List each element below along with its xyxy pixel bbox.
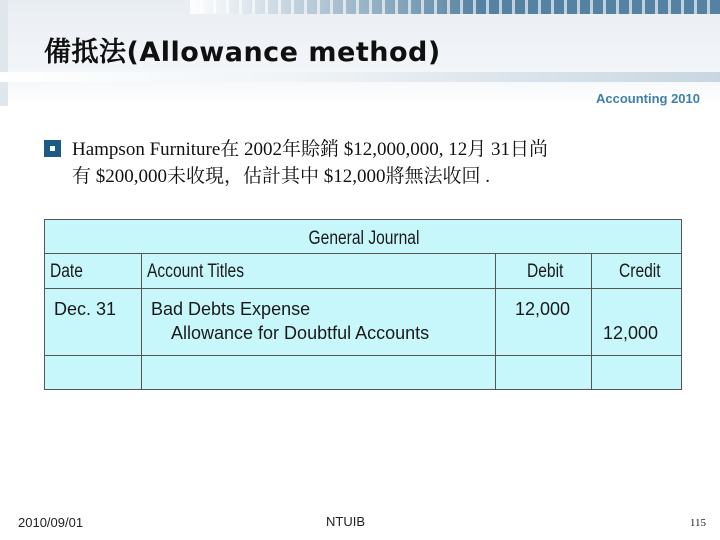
table-rule [141, 253, 142, 389]
general-journal-table [44, 219, 682, 390]
entry-debit-amount: 12,000 [515, 299, 571, 319]
header-credit: Credit [619, 261, 661, 282]
square-bullet-icon [44, 140, 61, 157]
entry-debit-account: Bad Debts Expense [151, 299, 311, 319]
header-account-titles: Account Titles [147, 261, 244, 282]
entry-credit-account: Allowance for Doubtful Accounts [171, 323, 430, 343]
header-debit: Debit [527, 261, 564, 282]
page-number: 115 [689, 517, 706, 529]
entry-date: Dec. 31 [54, 299, 117, 319]
header-left-edge [0, 0, 8, 106]
table-rule [591, 253, 592, 389]
journal-title: General Journal [308, 228, 420, 249]
slide-title: 備抵法(Allowance method) [44, 37, 441, 68]
footer-date: 2010/09/01 [18, 515, 84, 530]
header-date: Date [50, 261, 83, 282]
footer-organization: NTUIB [326, 514, 365, 529]
course-tag: Accounting 2010 [595, 91, 700, 106]
table-rule [495, 253, 496, 389]
header-gradient-bar [0, 72, 720, 82]
entry-credit-amount: 12,000 [603, 323, 659, 343]
bullet-line-2: 有 $200,000未收現，估計其中 $12,000將無法收回 . [72, 166, 491, 187]
header-decoration-fade [190, 0, 720, 14]
bullet-line-1: Hampson Furniture在 2002年賒銷 $12,000,000, 12月 31日尚 [72, 139, 549, 160]
